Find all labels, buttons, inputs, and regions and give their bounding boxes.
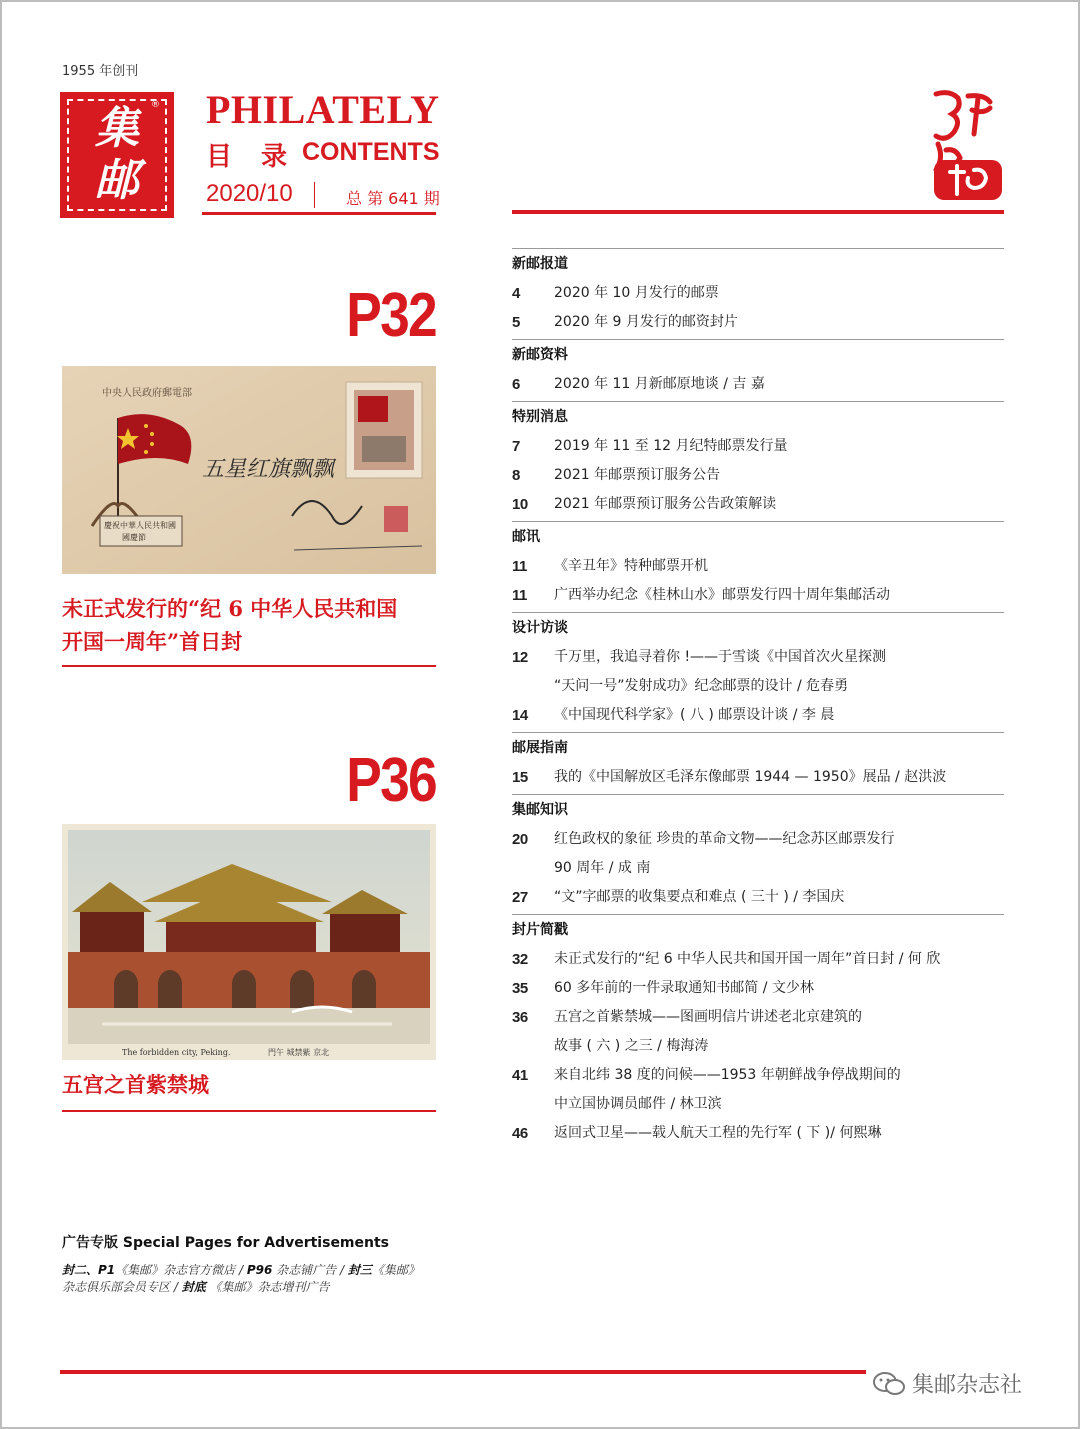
toc-entry-title: 五宫之首紫禁城——图画明信片讲述老北京建筑的 [554, 1009, 862, 1025]
footer-rule [60, 1370, 1004, 1374]
postcard-caption-cn: 門午 城禁紫 京北 [268, 1048, 330, 1057]
toc-entry-title: “文”字邮票的收集要点和难点 ( 三十 ) / 李国庆 [554, 889, 845, 905]
toc-page-number [512, 672, 554, 701]
feature-page-label: P36 [346, 746, 436, 815]
toc-entry-title: 《辛丑年》特种邮票开机 [554, 558, 708, 574]
toc-section [512, 248, 1004, 337]
toc-page-number: 8 [512, 467, 520, 484]
ads-title: 广告专版 Special Pages for Advertisements [62, 1235, 390, 1251]
toc-section-title: 新邮资料 [512, 347, 568, 363]
toc-entry[interactable] [512, 643, 1004, 672]
contents-title-cn: 目 录 [206, 142, 298, 172]
toc-entry[interactable] [512, 279, 1004, 308]
feature-page-label: P32 [346, 281, 436, 350]
toc-section-title: 邮讯 [512, 529, 540, 545]
feature-caption-line: 五宫之首紫禁城 [62, 1072, 209, 1097]
toc-entry[interactable] [512, 1119, 1004, 1148]
toc-section [512, 612, 1004, 730]
toc-entry-title: 千万里，我追寻着你 !——于雪谈《中国首次火星探测 [554, 649, 887, 665]
feature-caption [62, 1068, 436, 1101]
ads-line [62, 1279, 442, 1296]
toc-section-title: 特别消息 [512, 409, 568, 425]
toc-page-number: 36 [512, 1009, 528, 1026]
toc-entry-title: 2021 年邮票预订服务公告政策解读 [554, 496, 777, 512]
toc-entry-title: 返回式卫星——载人航天工程的先行军 ( 下 )/ 何熙琳 [554, 1125, 882, 1141]
toc-page-number: 41 [512, 1067, 528, 1084]
toc-section [512, 401, 1004, 519]
toc-entry[interactable] [512, 672, 1004, 701]
total-issue: 总 第 641 期 [346, 189, 440, 208]
ads-page-ref: 封三 [347, 1263, 372, 1277]
ads-page-ref: 封二、P1 [62, 1263, 116, 1277]
toc-entry-title: 中立国协调员邮件 / 林卫滨 [554, 1096, 722, 1112]
watermark [866, 1368, 1028, 1399]
toc-page-number: 46 [512, 1125, 528, 1142]
logo-char-1: 集 [95, 103, 139, 154]
toc-entry[interactable] [512, 461, 1004, 490]
toc-entry[interactable] [512, 883, 1004, 912]
toc-page-number: 32 [512, 951, 528, 968]
toc-entry-title: 2021 年邮票预订服务公告 [554, 467, 721, 483]
toc-entry-title: 我的《中国解放区毛泽东像邮票 1944 — 1950》展品 / 赵洪波 [554, 769, 947, 785]
feature-caption-line: 开国一周年”首日封 [62, 629, 243, 654]
toc-entry-title: 2019 年 11 至 12 月纪特邮票发行量 [554, 438, 788, 454]
toc-section [512, 732, 1004, 792]
feature-caption [62, 592, 436, 658]
toc-section-title: 新邮报道 [512, 256, 568, 272]
toc-entry-title: 故事 ( 六 ) 之三 / 梅海涛 [554, 1038, 709, 1054]
toc-entry[interactable] [512, 1061, 1004, 1090]
toc-entry-title: 红色政权的象征 珍贵的革命文物——纪念苏区邮票发行 [554, 831, 895, 847]
toc-page-number [512, 1090, 554, 1119]
caption-rule [62, 1110, 436, 1112]
toc-page-number: 6 [512, 376, 520, 393]
toc-entry-title: 2020 年 10 月发行的邮票 [554, 285, 719, 301]
toc-page-number: 27 [512, 889, 528, 906]
toc-entry[interactable] [512, 974, 1004, 1003]
toc-section-title: 封片简戳 [512, 922, 568, 938]
toc-page-number: 35 [512, 980, 528, 997]
toc-page-number: 15 [512, 769, 528, 786]
wechat-icon [872, 1371, 906, 1397]
envelope-top-text: 中央人民政府郵電部 [102, 388, 192, 399]
toc-page-number: 4 [512, 285, 520, 302]
toc-entry-title: 《中国现代科学家》( 八 ) 邮票设计谈 / 李 晨 [554, 707, 835, 723]
ads-text: 《集邮》 [371, 1263, 420, 1277]
envelope-label-line1: 慶祝中華人民共和國 [104, 521, 176, 530]
toc-entry[interactable] [512, 825, 1004, 854]
magazine-logo [60, 92, 174, 218]
toc-page-number: 11 [512, 558, 527, 575]
toc-entry-title: “天问一号”发射成功》纪念邮票的设计 / 危春勇 [554, 678, 849, 694]
caption-rule [62, 665, 436, 667]
toc-entry-title: 未正式发行的“纪 6 中华人民共和国开国一周年”首日封 / 何 欣 [554, 951, 941, 967]
envelope-label-line2: 國慶節 [122, 533, 146, 542]
toc-entry-title: 60 多年前的一件录取通知书邮简 / 文少林 [554, 980, 814, 996]
toc-section-title: 集邮知识 [512, 802, 568, 818]
toc-section-title: 邮展指南 [512, 740, 568, 756]
ads-page-ref: 封底 [181, 1280, 206, 1294]
toc-section [512, 339, 1004, 399]
forbidden-city-postcard-image [62, 824, 436, 1060]
toc-entry-title: 广西举办纪念《桂林山水》邮票发行四十周年集邮活动 [554, 587, 890, 603]
feature-caption-line: 未正式发行的“纪 6 中华人民共和国 [62, 596, 398, 621]
registered-mark: ® [151, 100, 160, 110]
toc-entry[interactable] [512, 581, 1004, 610]
seal-stamp-icon [928, 88, 1006, 204]
toc-page-number: 7 [512, 438, 520, 455]
ads-text: 杂志铺广告 / [272, 1263, 348, 1277]
brand-title: PHILATELY [206, 87, 440, 132]
toc-page-number [512, 1032, 554, 1061]
ads-page-ref: P96 [246, 1263, 273, 1277]
postcard-caption-en: The forbidden city, Peking. [122, 1048, 231, 1057]
toc-page-number: 10 [512, 496, 528, 513]
toc-entry-title: 90 周年 / 成 南 [554, 860, 651, 876]
contents-title-en: CONTENTS [302, 138, 440, 166]
toc-entry[interactable] [512, 432, 1004, 461]
cover-envelope-image [62, 366, 436, 574]
toc-entry[interactable] [512, 1032, 1004, 1061]
toc-entry[interactable] [512, 552, 1004, 581]
ads-line [62, 1262, 442, 1279]
header-rule [512, 210, 1004, 214]
watermark-text: 集邮杂志社 [912, 1373, 1023, 1398]
ads-body [62, 1262, 442, 1296]
ads-text: 《集邮》杂志增刊广告 [205, 1280, 330, 1294]
toc-entry[interactable] [512, 490, 1004, 519]
toc-section [512, 914, 1004, 1148]
toc-page-number: 11 [512, 587, 527, 604]
toc-entry[interactable] [512, 1090, 1004, 1119]
toc-page-number: 14 [512, 707, 528, 724]
toc-section [512, 794, 1004, 912]
table-of-contents [512, 248, 1004, 1148]
ads-text: 杂志俱乐部会员专区 / [62, 1280, 182, 1294]
toc-page-number: 12 [512, 649, 528, 666]
issue-divider [314, 182, 315, 208]
toc-entry[interactable] [512, 1003, 1004, 1032]
toc-section-title: 设计访谈 [512, 620, 568, 636]
toc-entry[interactable] [512, 370, 1004, 399]
toc-entry-title: 来自北纬 38 度的问候——1953 年朝鲜战争停战期间的 [554, 1067, 901, 1083]
toc-entry[interactable] [512, 308, 1004, 337]
envelope-handwriting: 五星红旗飘飘 [202, 457, 335, 482]
toc-entry[interactable] [512, 701, 1004, 730]
toc-entry[interactable] [512, 763, 1004, 792]
logo-char-2: 邮 [95, 155, 139, 206]
toc-entry[interactable] [512, 854, 1004, 883]
toc-page-number: 20 [512, 831, 528, 848]
toc-entry-title: 2020 年 9 月发行的邮资封片 [554, 314, 738, 330]
toc-section [512, 521, 1004, 610]
toc-entry-title: 2020 年 11 月新邮原地谈 / 吉 嘉 [554, 376, 765, 392]
ads-text: 《集邮》杂志官方微店 / [115, 1263, 247, 1277]
toc-page-number: 5 [512, 314, 520, 331]
toc-page-number [512, 854, 554, 883]
founded-note: 1955 年创刊 [62, 64, 139, 79]
issue-number: 2020/10 [206, 180, 293, 207]
toc-entry[interactable] [512, 945, 1004, 974]
